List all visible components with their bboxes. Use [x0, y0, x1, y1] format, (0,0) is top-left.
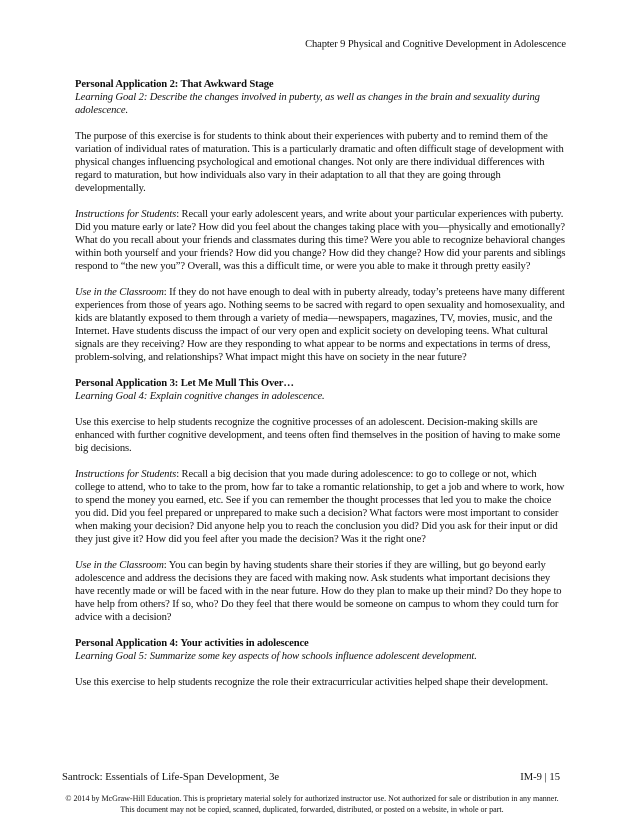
instructions-text: : Recall a big decision that you made during adolescence: to go to college or not, which college to attend, who to take to the prom, how far to take a romantic relationship, to get a job and where to work, how to spend the money you earned, etc. See if you can remember the thought processes that led you to make the choice you did. Did you feel prepared or unprepared to make such a decision? What factors were most important to consider when making your decision? Did anyone help you to reach the conclusion you did? Did you ask for their input or did they just give it? How did you feel after you made the decision? Was it the right one? — [75, 469, 565, 545]
running-header: Chapter 9 Physical and Cognitive Development in Adolescence — [305, 39, 566, 50]
page-footer — [62, 771, 560, 784]
instructions-label: Instructions for Students — [75, 209, 177, 220]
book-title: Santrock: Essentials of Life-Span Development, 3e — [62, 772, 280, 783]
classroom-paragraph — [75, 286, 567, 364]
section-title: Personal Application 2: That Awkward Stage — [75, 79, 274, 90]
learning-goal: Learning Goal 5: Summarize some key aspects of how schools influence adolescent development. — [75, 651, 477, 662]
classroom-label: Use in the Classroom — [75, 287, 164, 298]
learning-goal: Learning Goal 4: Explain cognitive changes in adolescence. — [75, 391, 325, 402]
section-personal-application-3 — [75, 377, 567, 624]
classroom-text: : You can begin by having students share their stories if they are willing, but go beyond early adolescence and address the decisions they are faced with making now. Ask students what important decisions they have recently made or will be faced with in the near future. How do they plan to make up their mind? Do they hope to have help from others? If so, who? Do they feel that there would be someone on campus to whom they could turn for advice with a decision? — [75, 560, 562, 623]
exercise-purpose: Use this exercise to help students recognize the cognitive processes of an adolescent. Decision-making skills are enhanced with further cognitive development, and teens often find themselves in the position of having to make some big decisions. — [75, 417, 561, 454]
classroom-paragraph — [75, 559, 567, 624]
exercise-purpose: The purpose of this exercise is for students to think about their experiences with puberty and to remind them of the variation of individual rates of maturation. This is a particularly dramatic and often difficult stage of development with physical changes influencing psychological and emotional changes. Not only are there individual differences with regard to maturation, but how individuals also vary in their adaptation to all that they are going through developmentally. — [75, 131, 564, 194]
classroom-label: Use in the Classroom — [75, 560, 164, 571]
section-title: Personal Application 3: Let Me Mull This Over… — [75, 378, 294, 389]
section-personal-application-2 — [75, 78, 567, 364]
section-title: Personal Application 4: Your activities in adolescence — [75, 638, 309, 649]
classroom-text: : If they do not have enough to deal with in puberty already, today’s preteens have many different experiences from those of years ago. Nothing seems to be sacred with regard to open sexuality and homosexuality, and kids are blatantly exposed to them through a variety of media—newspapers, magazines, TV, movies, music, and the Internet. Have students discuss the impact of our very open and explicit society on developing teens. What cultural signals are they receiving? How are they responding to what appear to be norms and expectations in terms of dress, problem-solving, and relationships? What impact might this have on society in the near future? — [75, 287, 565, 363]
section-personal-application-4 — [75, 637, 567, 689]
instructions-paragraph — [75, 468, 567, 546]
instructions-paragraph — [75, 208, 567, 273]
page-content — [75, 78, 567, 702]
copyright-notice: © 2014 by McGraw-Hill Education. This is proprietary material solely for authorized instructor use. Not authorized for sale or distribution in any manner. This document may not be copied, scanned, duplicated, forwarded, distributed, or posted on a website, in whole or part. — [65, 794, 559, 814]
exercise-purpose: Use this exercise to help students recognize the role their extracurricular activities helped shape their development. — [75, 677, 548, 688]
page-number: IM-9 | 15 — [520, 772, 560, 783]
instructions-text: : Recall your early adolescent years, and write about your particular experiences with puberty. Did you mature early or late? How did you feel about the changes taking place with you—physically and emotionally? What do you recall about your friends and classmates during this time? Were you able to recognize behavioral changes within both yourself and your friends? How did you change? How did they change? How did your parents and siblings respond to “the new you”? Overall, was this a difficult time, or were you able to make it through pretty easily? — [75, 209, 566, 272]
learning-goal: Learning Goal 2: Describe the changes involved in puberty, as well as changes in the brain and sexuality during adolescence. — [75, 92, 540, 116]
instructions-label: Instructions for Students — [75, 469, 177, 480]
